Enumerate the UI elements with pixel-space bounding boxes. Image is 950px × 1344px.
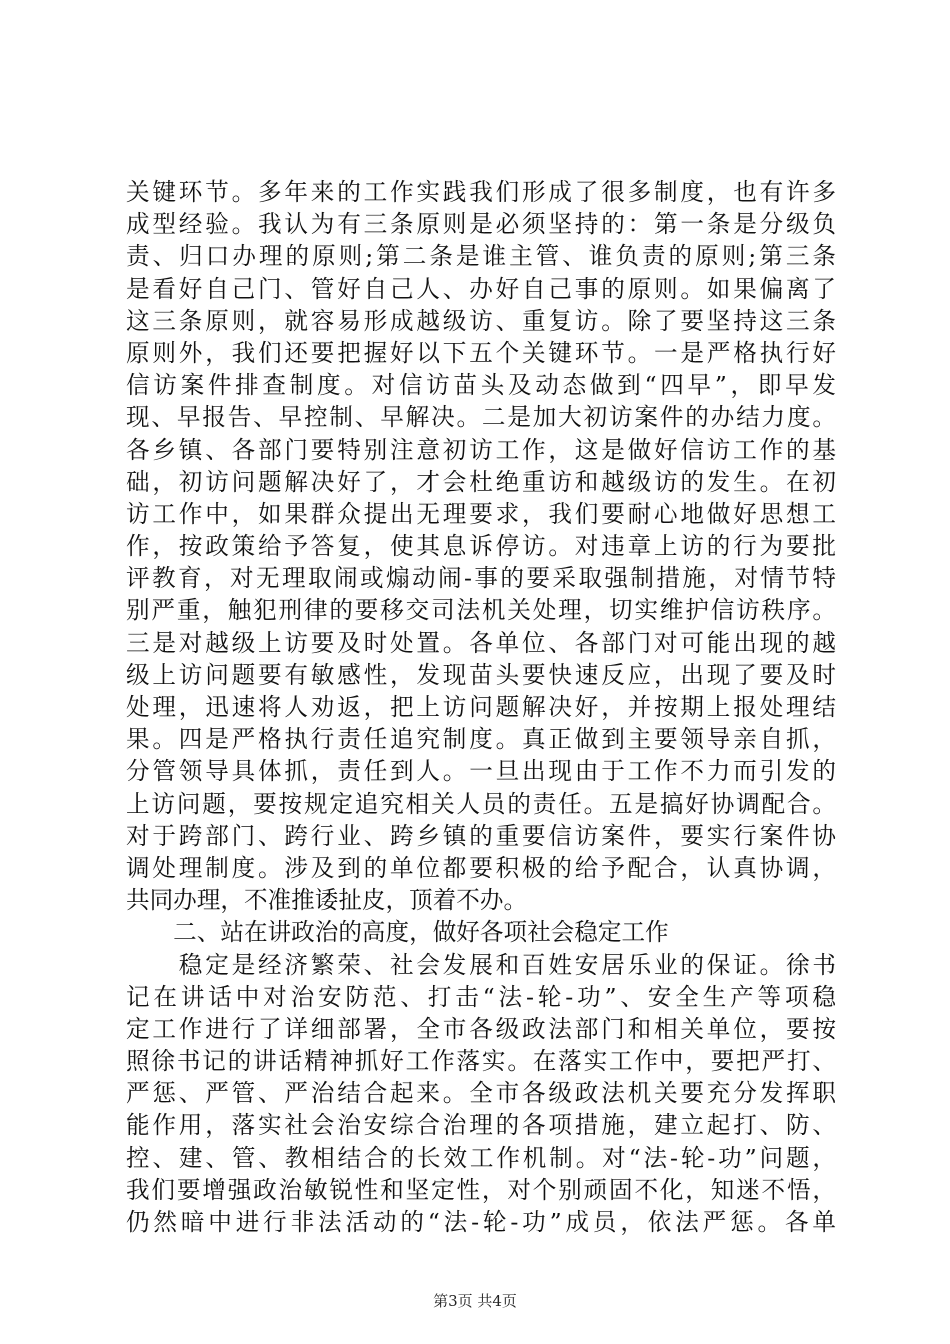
body-line: 责、归口办理的原则;第二条是谁主管、谁负责的原则;第三条 [126,242,836,271]
body-line: 级上访问题要有敏感性，发现苗头要快速反应，出现了要及时 [126,660,836,689]
body-line: 我们要增强政治敏锐性和坚定性，对个别顽固不化，知迷不悟， [126,1175,836,1204]
body-line: 对于跨部门、跨行业、跨乡镇的重要信访案件，要实行案件协 [126,821,836,850]
body-line: 这三条原则，就容易形成越级访、重复访。除了要坚持这三条 [126,306,836,335]
body-line: 二、站在讲政治的高度，做好各项社会稳定工作 [126,918,669,947]
body-line: 果。四是严格执行责任追究制度。真正做到主要领导亲自抓， [126,725,836,754]
body-line: 调处理制度。涉及到的单位都要积极的给予配合，认真协调， [126,853,836,882]
body-line: 别严重，触犯刑律的要移交司法机关处理，切实维护信访秩序。 [126,596,836,625]
body-line: 能作用，落实社会治安综合治理的各项措施，建立起打、防、 [126,1111,836,1140]
body-line: 现、早报告、早控制、早解决。二是加大初访案件的办结力度。 [126,403,836,432]
body-line: 共同办理，不准推诿扯皮，顶着不办。 [126,886,528,915]
body-line: 是看好自己门、管好自己人、办好自己事的原则。如果偏离了 [126,274,836,303]
body-line: 评教育，对无理取闹或煽动闹-事的要采取强制措施，对情节特 [126,564,836,593]
body-line: 严惩、严管、严治结合起来。全市各级政法机关要充分发挥职 [126,1079,836,1108]
body-line: 处理，迅速将人劝返，把上访问题解决好，并按期上报处理结 [126,693,836,721]
body-line: 稳定是经济繁荣、社会发展和百姓安居乐业的保证。徐书 [126,950,836,979]
body-line: 控、建、管、教相结合的长效工作机制。对“法-轮-功”问题， [126,1143,836,1172]
body-line: 记在讲话中对治安防范、打击“法-轮-功”、安全生产等项稳 [126,982,836,1011]
body-line: 各乡镇、各部门要特别注意初访工作，这是做好信访工作的基 [126,435,836,464]
body-line: 定工作进行了详细部署，全市各级政法部门和相关单位，要按 [126,1014,836,1043]
body-line: 三是对越级上访要及时处置。各单位、各部门对可能出现的越 [126,628,836,657]
body-line: 照徐书记的讲话精神抓好工作落实。在落实工作中，要把严打、 [126,1047,836,1076]
body-line: 上访问题，要按规定追究相关人员的责任。五是搞好协调配合。 [126,789,836,818]
body-line: 关键环节。多年来的工作实践我们形成了很多制度，也有许多 [126,178,836,206]
body-line: 分管领导具体抓，责任到人。一旦出现由于工作不力而引发的 [126,757,836,786]
document-body [126,176,836,1238]
body-line: 信访案件排查制度。对信访苗头及动态做到“四早”，即早发 [126,371,836,400]
body-line: 作，按政策给予答复，使其息诉停访。对违章上访的行为要批 [126,532,836,561]
body-line: 原则外，我们还要把握好以下五个关键环节。一是严格执行好 [126,338,836,367]
body-line: 础，初访问题解决好了，才会杜绝重访和越级访的发生。在初 [126,467,836,496]
page-footer: 第3页 共4页 [433,1292,517,1310]
body-line: 成型经验。我认为有三条原则是必须坚持的：第一条是分级负 [126,210,836,239]
body-line: 访工作中，如果群众提出无理要求，我们要耐心地做好思想工 [126,499,836,528]
body-line: 仍然暗中进行非法活动的“法-轮-功”成员，依法严惩。各单 [126,1208,836,1236]
